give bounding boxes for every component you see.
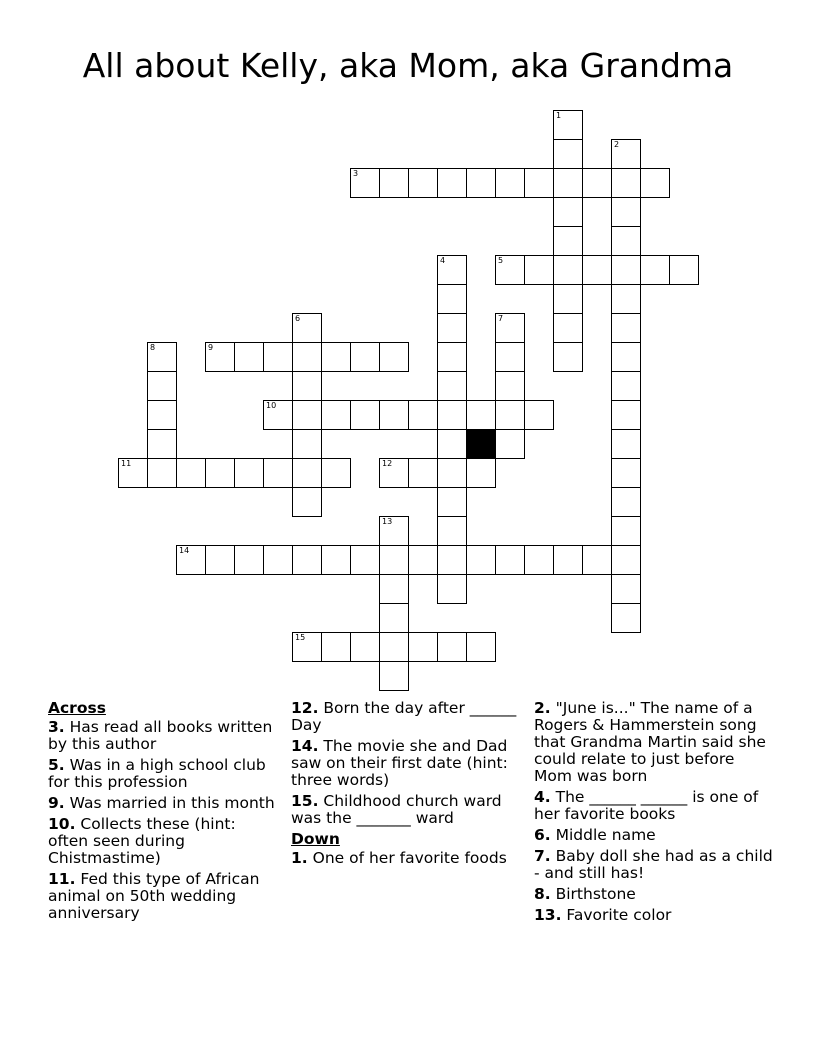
clue-number: 1. — [291, 849, 308, 867]
across-clue — [48, 871, 280, 922]
grid-cell[interactable] — [495, 342, 525, 372]
clue-text: Baby doll she had as a child - and still has! — [534, 847, 773, 882]
grid-cell[interactable] — [495, 400, 525, 430]
grid-cell[interactable] — [611, 574, 641, 604]
grid-cell[interactable] — [553, 545, 583, 575]
grid-cell[interactable] — [379, 632, 409, 662]
cell-number: 2 — [614, 140, 620, 149]
grid-cell[interactable] — [205, 458, 235, 488]
grid-cell[interactable] — [292, 400, 322, 430]
grid-cell[interactable] — [292, 342, 322, 372]
grid-cell[interactable] — [379, 400, 409, 430]
grid-cell[interactable] — [263, 545, 293, 575]
grid-cell[interactable] — [234, 458, 264, 488]
clue-number: 14. — [291, 737, 319, 755]
grid-cell[interactable] — [147, 429, 177, 459]
across-clue — [291, 700, 523, 734]
across-clue — [291, 738, 523, 789]
grid-cell[interactable] — [611, 226, 641, 256]
grid-cell[interactable] — [466, 545, 496, 575]
clue-text: One of her favorite foods — [307, 849, 507, 867]
grid-cell[interactable] — [611, 168, 641, 198]
grid-cell[interactable] — [292, 458, 322, 488]
grid-cell[interactable] — [379, 603, 409, 633]
clues-column-2 — [291, 700, 523, 871]
grid-cell[interactable] — [379, 458, 409, 488]
grid-cell[interactable] — [611, 400, 641, 430]
grid-cell[interactable] — [495, 429, 525, 459]
grid-cell[interactable] — [147, 342, 177, 372]
across-clue — [291, 793, 523, 827]
grid-cell[interactable] — [437, 429, 467, 459]
across-clue — [48, 816, 280, 867]
puzzle-title: All about Kelly, aka Mom, aka Grandma — [82, 46, 734, 85]
grid-cell[interactable] — [553, 139, 583, 169]
grid-cell[interactable] — [611, 139, 641, 169]
clues-column-3 — [534, 700, 774, 928]
grid-cell[interactable] — [524, 400, 554, 430]
grid-cell[interactable] — [234, 342, 264, 372]
grid-cell[interactable] — [466, 458, 496, 488]
grid-cell[interactable] — [582, 255, 612, 285]
across-clue — [48, 757, 280, 791]
grid-cell[interactable] — [524, 168, 554, 198]
cell-number: 4 — [440, 256, 446, 265]
grid-cell[interactable] — [147, 371, 177, 401]
grid-cell[interactable] — [205, 545, 235, 575]
grid-cell[interactable] — [611, 516, 641, 546]
clue-number: 13. — [534, 906, 562, 924]
clue-text: Was married in this month — [64, 794, 275, 812]
grid-cell[interactable] — [292, 429, 322, 459]
grid-cell[interactable] — [292, 632, 322, 662]
down-clue — [534, 886, 774, 903]
clue-text: Childhood church ward was the _______ ward — [291, 792, 502, 827]
grid-cell[interactable] — [263, 400, 293, 430]
clue-text: Fed this type of African animal on 50th wedding anniversary — [48, 870, 260, 922]
down-clue — [534, 848, 774, 882]
down-clue — [534, 789, 774, 823]
cell-number: 13 — [382, 517, 393, 526]
cell-number: 1 — [556, 111, 562, 120]
grid-cell[interactable] — [553, 342, 583, 372]
cell-number: 7 — [498, 314, 504, 323]
grid-cell[interactable] — [321, 632, 351, 662]
clue-section-heading: Across — [48, 699, 106, 717]
grid-cell[interactable] — [350, 168, 380, 198]
grid-cell[interactable] — [408, 458, 438, 488]
grid-cell[interactable] — [437, 487, 467, 517]
clues-column-1 — [48, 700, 280, 926]
grid-cell[interactable] — [553, 197, 583, 227]
clue-number: 7. — [534, 847, 551, 865]
grid-cell[interactable] — [292, 545, 322, 575]
grid-cell[interactable] — [437, 516, 467, 546]
grid-cell[interactable] — [582, 168, 612, 198]
grid-cell[interactable] — [176, 545, 206, 575]
grid-cell[interactable] — [582, 545, 612, 575]
clue-text: Middle name — [550, 826, 656, 844]
grid-cell[interactable] — [234, 545, 264, 575]
grid-cell[interactable] — [350, 545, 380, 575]
grid-cell[interactable] — [524, 545, 554, 575]
grid-cell[interactable] — [553, 168, 583, 198]
across-clue — [48, 795, 280, 812]
cell-number: 6 — [295, 314, 301, 323]
grid-cell[interactable] — [379, 545, 409, 575]
cell-number: 9 — [208, 343, 214, 352]
cell-number: 8 — [150, 343, 156, 352]
down-clue — [291, 850, 523, 867]
clue-section-heading: Down — [291, 830, 340, 848]
clue-number: 15. — [291, 792, 319, 810]
grid-cell[interactable] — [147, 458, 177, 488]
grid-cell[interactable] — [379, 342, 409, 372]
clue-number: 6. — [534, 826, 551, 844]
black-square — [466, 429, 496, 459]
grid-cell[interactable] — [553, 110, 583, 140]
grid-cell[interactable] — [640, 168, 670, 198]
clue-text: "June is..." The name of a Rogers & Hammerstein song that Grandma Martin said she could relate to just before Mom was born — [534, 699, 766, 785]
grid-cell[interactable] — [611, 255, 641, 285]
grid-cell[interactable] — [437, 313, 467, 343]
grid-cell[interactable] — [263, 342, 293, 372]
grid-cell[interactable] — [437, 168, 467, 198]
clue-number: 9. — [48, 794, 65, 812]
grid-cell[interactable] — [437, 545, 467, 575]
grid-cell[interactable] — [292, 487, 322, 517]
cell-number: 14 — [179, 546, 190, 555]
clue-number: 4. — [534, 788, 551, 806]
grid-cell[interactable] — [640, 255, 670, 285]
grid-cell[interactable] — [669, 255, 699, 285]
down-clue — [534, 700, 774, 785]
grid-cell[interactable] — [350, 400, 380, 430]
grid-cell[interactable] — [379, 574, 409, 604]
grid-cell[interactable] — [611, 429, 641, 459]
grid-cell[interactable] — [408, 632, 438, 662]
clue-number: 11. — [48, 870, 76, 888]
grid-cell[interactable] — [495, 545, 525, 575]
clue-text: Favorite color — [561, 906, 672, 924]
grid-cell[interactable] — [408, 545, 438, 575]
clue-text: Has read all books written by this author — [48, 718, 273, 753]
grid-cell[interactable] — [437, 284, 467, 314]
grid-cell[interactable] — [408, 168, 438, 198]
clue-text: Was in a high school club for this profession — [48, 756, 266, 791]
grid-cell[interactable] — [437, 371, 467, 401]
clue-text: Born the day after ______ Day — [291, 699, 517, 734]
cell-number: 11 — [121, 459, 132, 468]
down-clue — [534, 907, 774, 924]
cell-number: 12 — [382, 459, 393, 468]
grid-cell[interactable] — [466, 632, 496, 662]
grid-cell[interactable] — [321, 545, 351, 575]
clue-number: 10. — [48, 815, 76, 833]
grid-cell[interactable] — [553, 284, 583, 314]
grid-cell[interactable] — [553, 255, 583, 285]
clue-number: 2. — [534, 699, 551, 717]
grid-cell[interactable] — [524, 255, 554, 285]
grid-cell[interactable] — [611, 545, 641, 575]
grid-cell[interactable] — [263, 458, 293, 488]
grid-cell[interactable] — [350, 342, 380, 372]
grid-cell[interactable] — [611, 284, 641, 314]
grid-cell[interactable] — [118, 458, 148, 488]
down-clue — [534, 827, 774, 844]
grid-cell[interactable] — [611, 487, 641, 517]
grid-cell[interactable] — [611, 197, 641, 227]
grid-cell[interactable] — [205, 342, 235, 372]
clue-text: The ______ ______ is one of her favorite books — [534, 788, 759, 823]
across-clue — [48, 719, 280, 753]
grid-cell[interactable] — [553, 226, 583, 256]
cell-number: 3 — [353, 169, 359, 178]
grid-cell[interactable] — [292, 371, 322, 401]
grid-cell[interactable] — [611, 342, 641, 372]
cell-number: 5 — [498, 256, 504, 265]
grid-cell[interactable] — [408, 400, 438, 430]
clue-number: 8. — [534, 885, 551, 903]
grid-cell[interactable] — [379, 661, 409, 691]
grid-cell[interactable] — [437, 632, 467, 662]
grid-cell[interactable] — [611, 603, 641, 633]
clue-number: 3. — [48, 718, 65, 736]
grid-cell[interactable] — [611, 313, 641, 343]
cell-number: 10 — [266, 401, 277, 410]
grid-cell[interactable] — [350, 632, 380, 662]
grid-cell[interactable] — [466, 400, 496, 430]
cell-number: 15 — [295, 633, 306, 642]
grid-cell[interactable] — [495, 168, 525, 198]
grid-cell[interactable] — [379, 516, 409, 546]
grid-cell[interactable] — [437, 255, 467, 285]
grid-cell[interactable] — [611, 458, 641, 488]
grid-cell[interactable] — [437, 342, 467, 372]
grid-cell[interactable] — [176, 458, 206, 488]
grid-cell[interactable] — [321, 458, 351, 488]
grid-cell[interactable] — [321, 342, 351, 372]
grid-cell[interactable] — [379, 168, 409, 198]
clue-number: 5. — [48, 756, 65, 774]
grid-cell[interactable] — [466, 168, 496, 198]
grid-cell[interactable] — [147, 400, 177, 430]
grid-cell[interactable] — [321, 400, 351, 430]
grid-cell[interactable] — [437, 574, 467, 604]
clue-text: Birthstone — [550, 885, 636, 903]
clue-text: Collects these (hint: often seen during Chistmastime) — [48, 815, 236, 867]
grid-cell[interactable] — [553, 313, 583, 343]
grid-cell[interactable] — [611, 371, 641, 401]
clue-text: The movie she and Dad saw on their first date (hint: three words) — [291, 737, 508, 789]
grid-cell[interactable] — [437, 400, 467, 430]
grid-cell[interactable] — [437, 458, 467, 488]
grid-cell[interactable] — [292, 313, 322, 343]
grid-cell[interactable] — [495, 313, 525, 343]
grid-cell[interactable] — [495, 255, 525, 285]
grid-cell[interactable] — [495, 371, 525, 401]
clue-number: 12. — [291, 699, 319, 717]
